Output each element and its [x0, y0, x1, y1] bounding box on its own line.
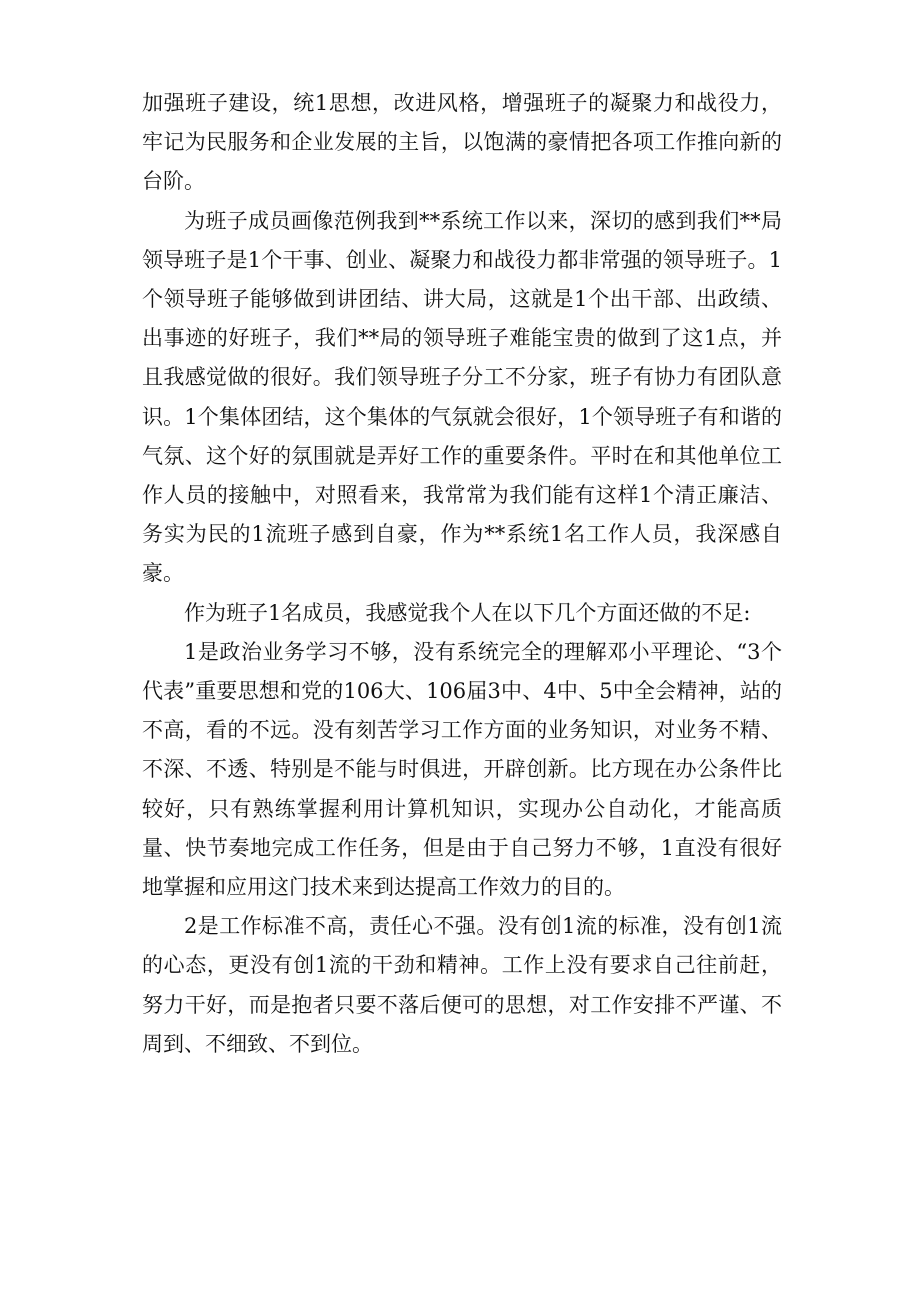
paragraph-3: 作为班子1名成员，我感觉我个人在以下几个方面还做的不足:: [184, 600, 751, 625]
paragraph-2: 为班子成员画像范例我到**系统工作以来，深切的感到我们**局领导班子是1个干事、创业、凝聚力和战役力都非常强的领导班子。1个领导班子能够做到讲团结、讲大局，这就是1个出干部、出政绩、出事迹的好班子，我们**局的领导班子难能宝贵的做到了这1点，并且我感觉做的很好。我们领导班子分工不分家，班子有协力有团队意识。1个集体团结，这个集体的气氛就会很好，1个领导班子有和谐的气氛、这个好的氛围就是弄好工作的重要条件。平时在和其他单位工作人员的接触中，对照看来，我常常为我们能有这样1个清正廉洁、务实为民的1流班子感到自豪，作为**系统1名工作人员，我深感自豪。: [142, 208, 782, 586]
paragraph-5: 2是工作标准不高，责任心不强。没有创1流的标准，没有创1流的心态，更没有创1流的干劲和精神。工作上没有要求自己往前赶，努力干好，而是抱者只要不落后便可的思想，对工作安排不严谨、不周到、不细致、不到位。: [142, 914, 782, 1056]
paragraph-1: 加强班子建设，统1思想，改进风格，增强班子的凝聚力和战役力，牢记为民服务和企业发展的主旨，以饱满的豪情把各项工作推向新的台阶。: [142, 91, 782, 194]
document-body: [142, 84, 782, 1064]
paragraph-4: 1是政治业务学习不够，没有系统完全的理解邓小平理论、“3个代表”重要思想和党的106大、106届3中、4中、5中全会精神，站的不高，看的不远。没有刻苦学习工作方面的业务知识，对业务不精、不深、不透、特别是不能与时俱进，开辟创新。比方现在办公条件比较好，只有熟练掌握利用计算机知识，实现办公自动化，才能高质量、快节奏地完成工作任务，但是由于自己努力不够，1直没有很好地掌握和应用这门技术来到达提高工作效力的目的。: [142, 639, 782, 900]
